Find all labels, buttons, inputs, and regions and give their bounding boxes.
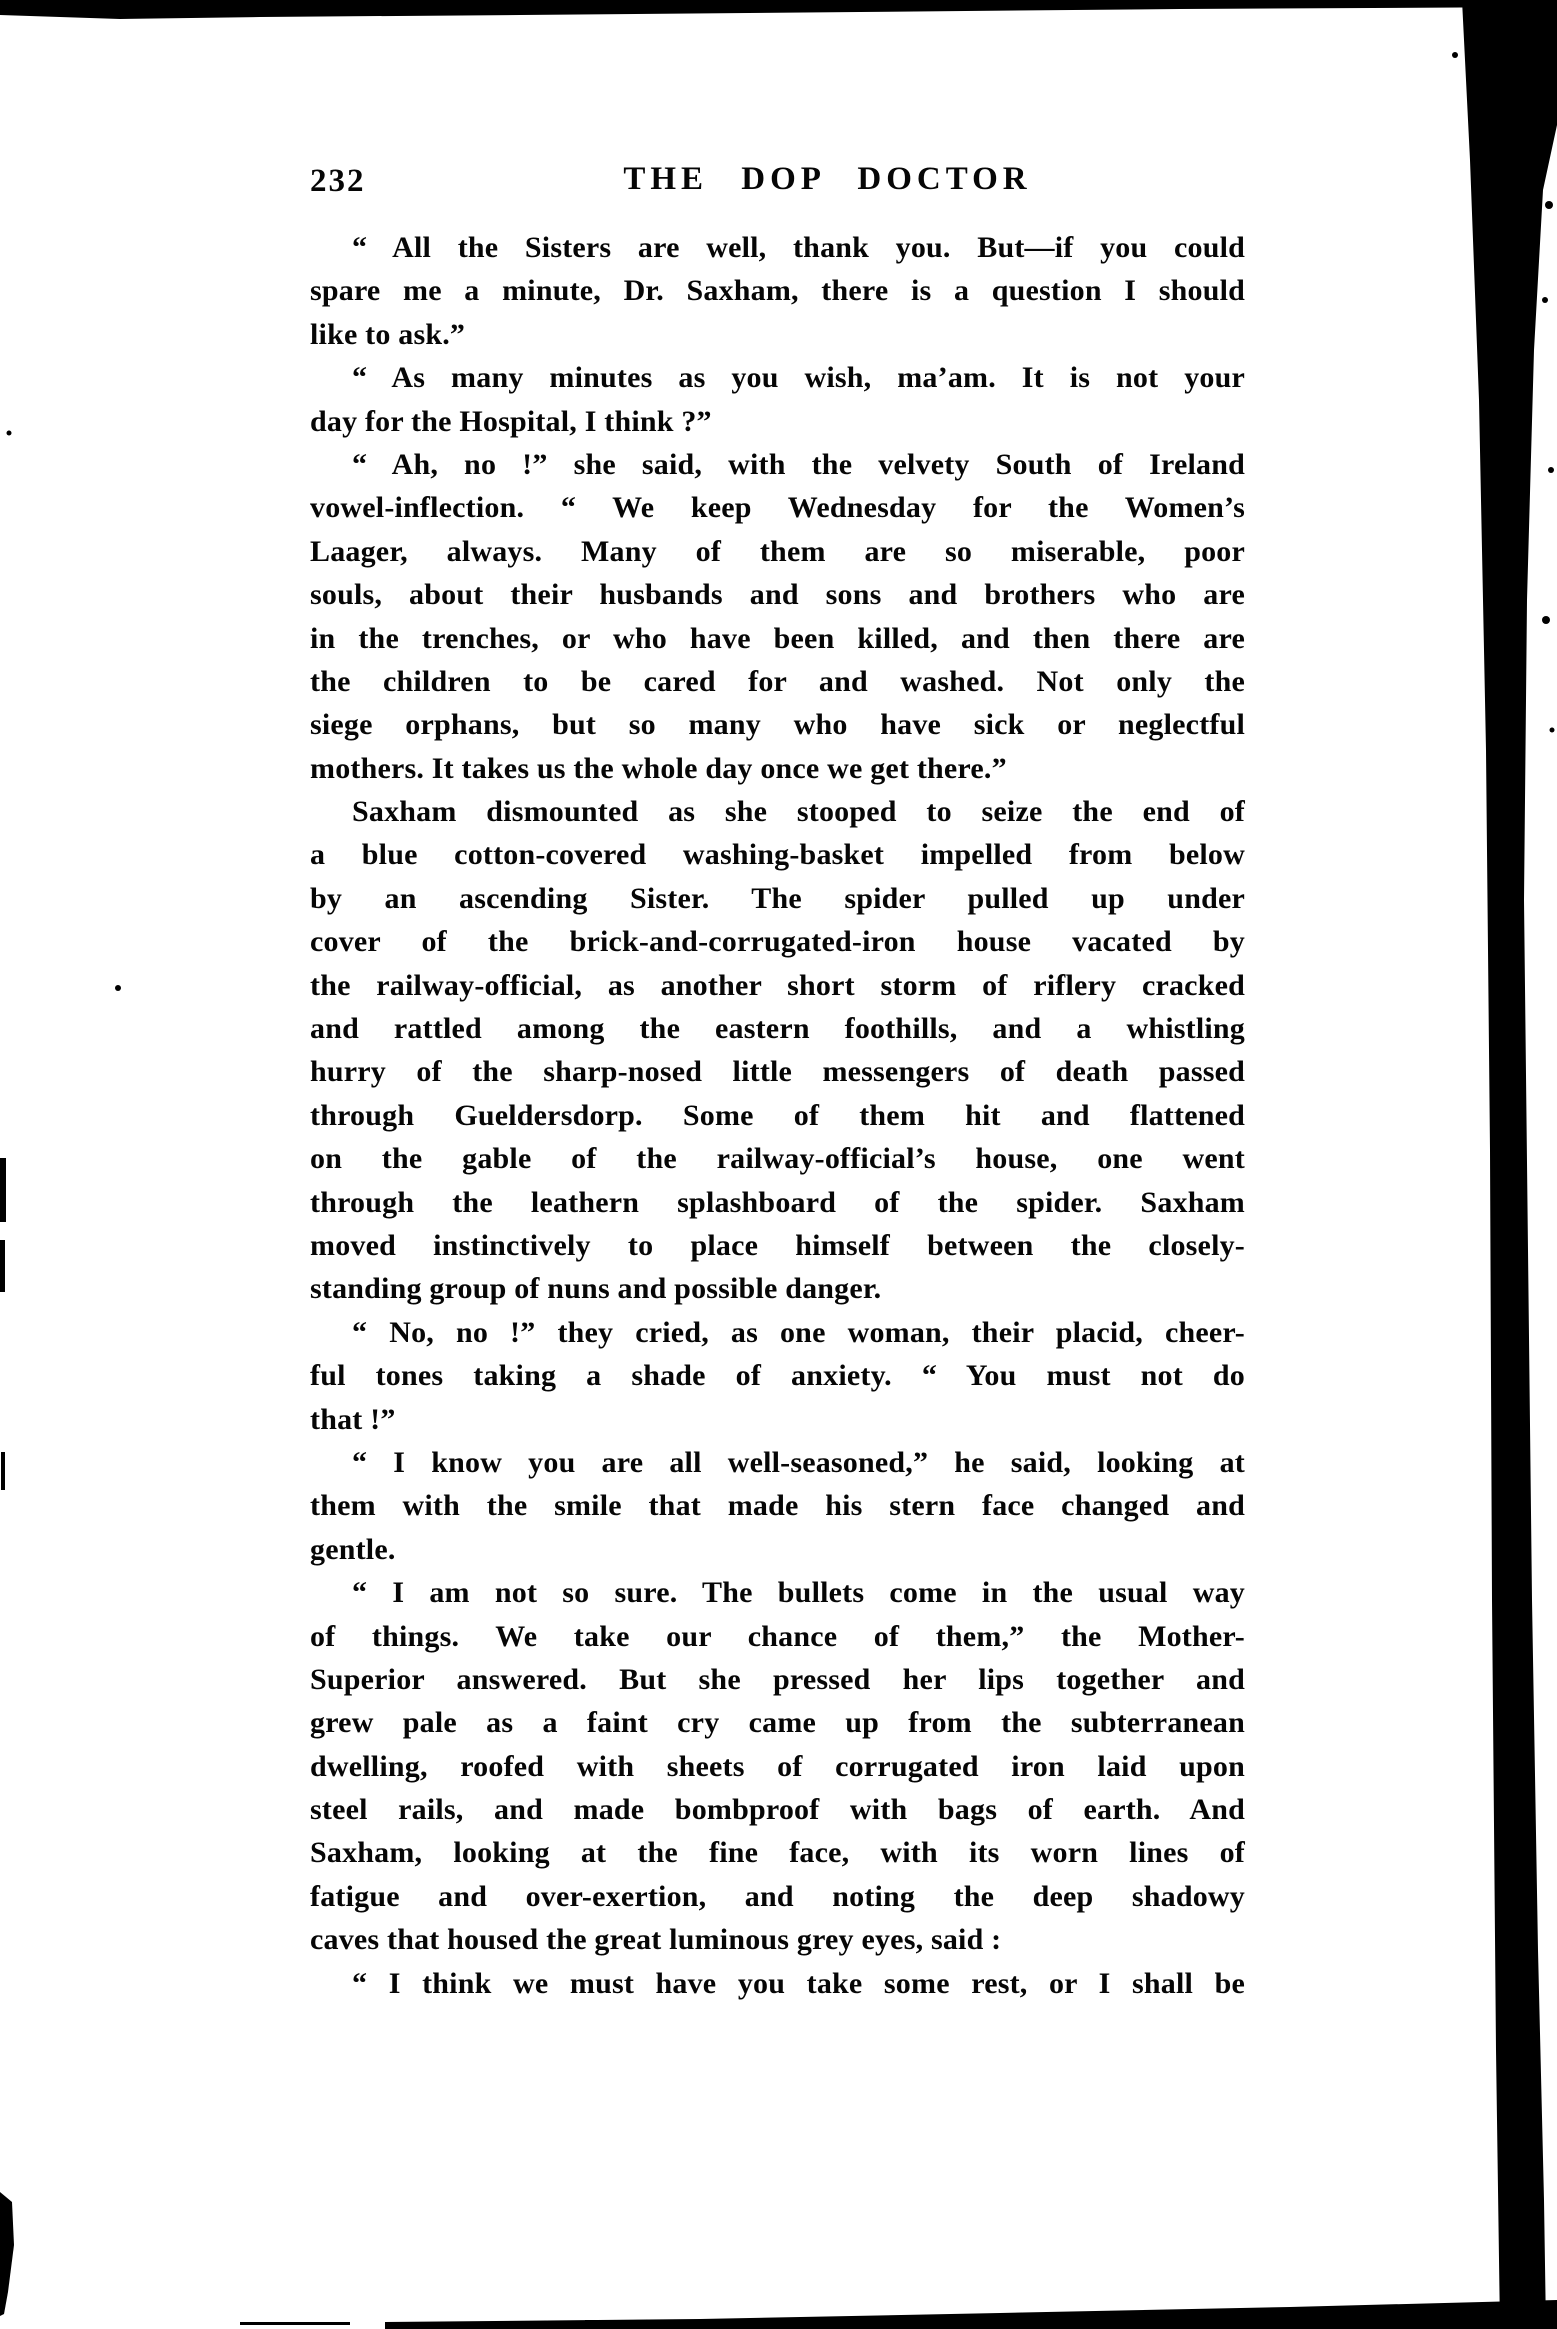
- page-title: THE DOP DOCTOR: [623, 161, 1032, 197]
- scan-speckle: [1542, 297, 1548, 303]
- text-line: steel rails, and made bombproof with bags of earth. And: [310, 1793, 1245, 1827]
- text-line: of things. We take our chance of them,” the Mother-: [310, 1619, 1245, 1653]
- text-line: siege orphans, but so many who have sick or neglectful: [310, 708, 1245, 742]
- body-text: [310, 226, 1245, 2005]
- text-line: the railway-official, as another short storm of riflery cracked: [310, 968, 1245, 1002]
- scan-speckle: [1452, 52, 1458, 58]
- scan-speckle: [1550, 728, 1555, 733]
- text-line: spare me a minute, Dr. Saxham, there is a question I should: [310, 274, 1245, 308]
- scan-speckle: [240, 2322, 350, 2325]
- text-line: mothers. It takes us the whole day once we get there.”: [310, 751, 1007, 785]
- text-line: souls, about their husbands and sons and brothers who are: [310, 578, 1245, 612]
- text-line: by an ascending Sister. The spider pulled up under: [310, 881, 1245, 915]
- text-line: Laager, always. Many of them are so miserable, poor: [310, 534, 1245, 568]
- text-line: and rattled among the eastern foothills, and a whistling: [310, 1012, 1245, 1046]
- text-line: Superior answered. But she pressed her lips together and: [310, 1662, 1245, 1696]
- text-line: vowel-inflection. “ We keep Wednesday for the Women’s: [310, 491, 1245, 525]
- text-line: moved instinctively to place himself between the closely-: [310, 1228, 1245, 1262]
- scan-speckle: [0, 1240, 5, 1292]
- scan-speckle: [1548, 467, 1554, 473]
- scan-speckle: [1542, 616, 1550, 624]
- text-line: “ All the Sisters are well, thank you. But—if you could: [352, 231, 1245, 264]
- scan-artifact-bottom-left-streak: [0, 2192, 14, 2316]
- text-line: “ Ah, no !” she said, with the velvety South of Ireland: [352, 447, 1245, 481]
- text-line: caves that housed the great luminous grey eyes, said :: [310, 1923, 1002, 1957]
- scan-speckle: [0, 1158, 6, 1222]
- text-line: “ As many minutes as you wish, ma’am. It is not your: [352, 361, 1245, 395]
- text-line: gentle.: [310, 1532, 396, 1566]
- text-line: grew pale as a faint cry came up from the subterranean: [310, 1706, 1245, 1740]
- text-line: Saxham, looking at the fine face, with its worn lines of: [310, 1836, 1245, 1870]
- text-line: fatigue and over-exertion, and noting the deep shadowy: [310, 1879, 1245, 1913]
- text-line: on the gable of the railway-official’s house, one went: [310, 1142, 1245, 1176]
- scan-artifact-right-band: [1462, 0, 1557, 2329]
- text-line: that !”: [310, 1402, 396, 1436]
- scan-artifact-bottom-bar: [385, 2300, 1557, 2329]
- scan-speckle: [585, 2320, 625, 2323]
- text-line: cover of the brick-and-corrugated-iron house vacated by: [310, 925, 1245, 959]
- text-line: “ I think we must have you take some rest, or I shall be: [352, 1966, 1245, 2000]
- scan-speckle: [115, 985, 121, 991]
- text-line: dwelling, roofed with sheets of corrugated iron laid upon: [310, 1749, 1245, 1783]
- text-line: the children to be cared for and washed. Not only the: [310, 664, 1245, 698]
- text-line: them with the smile that made his stern face changed and: [310, 1489, 1245, 1523]
- text-line: hurry of the sharp-nosed little messengers of death passed: [310, 1055, 1245, 1089]
- text-line: in the trenches, or who have been killed, and then there are: [310, 621, 1245, 655]
- text-line: a blue cotton-covered washing-basket impelled from below: [310, 838, 1245, 872]
- text-line: through the leathern splashboard of the spider. Saxham: [310, 1185, 1245, 1219]
- text-line: standing group of nuns and possible danger.: [310, 1272, 882, 1306]
- text-line: “ No, no !” they cried, as one woman, their placid, cheer-: [352, 1315, 1245, 1349]
- text-line: day for the Hospital, I think ?”: [310, 404, 712, 438]
- scan-speckle: [1545, 201, 1553, 209]
- scan-artifact-top-bar: [0, 0, 1557, 19]
- text-line: like to ask.”: [310, 317, 466, 351]
- page-number: 232: [310, 163, 366, 199]
- scan-speckle: [1, 1452, 5, 1490]
- text-line: “ I am not so sure. The bullets come in the usual way: [352, 1576, 1245, 1610]
- text-line: “ I know you are all well-seasoned,” he said, looking at: [352, 1445, 1245, 1479]
- text-line: ful tones taking a shade of anxiety. “ You must not do: [310, 1359, 1245, 1393]
- scan-speckle: [7, 431, 12, 436]
- text-line: through Gueldersdorp. Some of them hit and flattened: [310, 1098, 1245, 1132]
- text-line: Saxham dismounted as she stooped to seize the end of: [352, 795, 1245, 829]
